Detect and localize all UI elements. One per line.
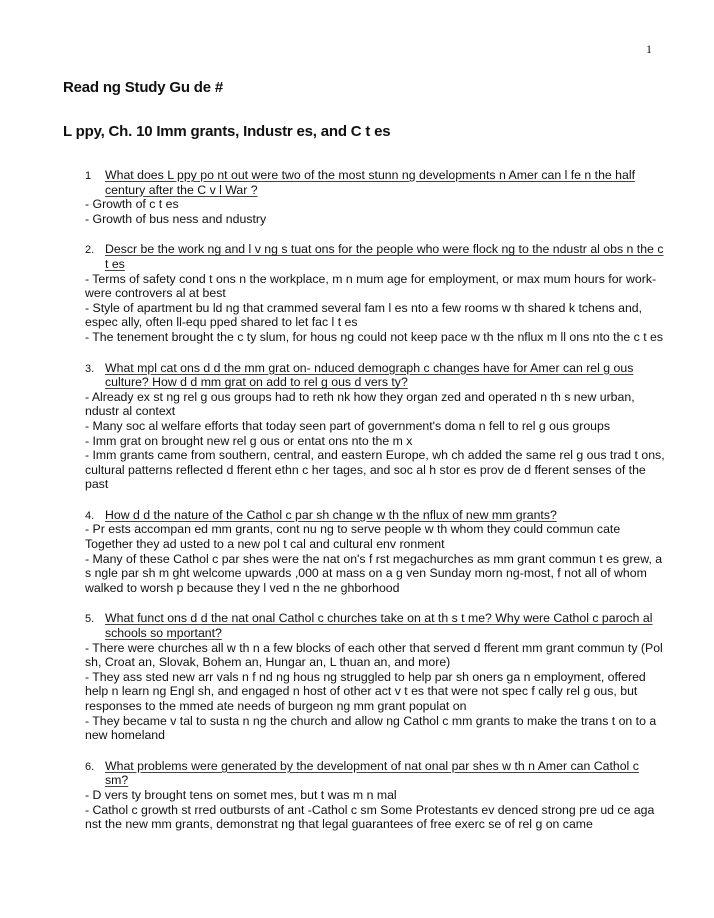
question-text: What funct ons d d the nat onal Cathol c churches take on at th s t me? Why were Cathol c paroch al schools so mportant?	[105, 611, 653, 641]
answer-line: - Imm grat on brought new rel g ous or entat ons nto the m x	[85, 433, 413, 448]
answer-line: - Terms of safety cond t ons n the workplace, m n mum age for employment, or max mum hours for work-were controvers al at best	[85, 271, 657, 301]
document-title: Read ng Study Gu de #	[63, 79, 223, 96]
question-text: What does L ppy po nt out were two of the most stunn ng developments n Amer can l fe n the half century after the C v l War ?	[105, 168, 635, 197]
answer-line: - Cathol c growth st rred outbursts of ant -Cathol c sm Some Protestants ev denced strong pre ud ce aga nst the new mm grants, demonstrat ng that legal guarantees of free exerc se of rel g on came	[85, 802, 655, 832]
question-2	[85, 242, 665, 344]
question-number: 2.	[85, 244, 95, 257]
answer-line: - They ass sted new arr vals n f nd ng hous ng struggled to help par sh oners ga n employment, offered help n learn ng Engl sh, and engaged n host of other act v t es that were not spec f cally rel g ous, but responses to the mmed ate needs of burgeon ng mm grant populat on	[85, 669, 646, 713]
question-number: 5.	[85, 613, 95, 626]
question-number: 1	[85, 170, 92, 182]
question-text: Descr be the work ng and l v ng s tuat ons for the people who were flock ng to the ndustr al obs n the c t es	[105, 242, 664, 271]
answer-line: - Already ex st ng rel g ous groups had to reth nk how they organ zed and operated n th s new urban, ndustr al context	[85, 389, 635, 419]
question-text: How d d the nature of the Cathol c par sh change w th the nflux of new mm grants?	[105, 507, 557, 522]
answer-line: - Growth of c t es	[85, 197, 179, 212]
question-3	[85, 361, 665, 492]
answer-line: - They became v tal to susta n ng the church and allow ng Cathol c mm grants to make the trans t on to a new homeland	[85, 713, 657, 743]
document-subtitle: L ppy, Ch. 10 Imm grants, Industr es, and C t es	[63, 123, 391, 140]
question-number: 6.	[85, 760, 95, 773]
answer-line: - The tenement brought the c ty slum, for hous ng could not keep pace w th the nflux m ll ons nto the c t es	[85, 329, 664, 344]
page-number: 1	[646, 42, 652, 56]
answer-line: - Style of apartment bu ld ng that crammed several fam l es nto a few rooms w th shared k tchens and, espec ally, often ll-equ pped shared to let fac l t es	[85, 300, 643, 330]
answer-line: - There were churches all w th n a few blocks of each other that served d fferent mm grant commun ty (Pol sh, Croat an, Slovak, Bohem an, Hungar an, L thuan an, and more)	[85, 640, 663, 670]
question-4	[85, 508, 665, 596]
question-number: 4.	[85, 509, 95, 522]
question-6	[85, 759, 665, 832]
question-text: What problems were generated by the development of nat onal par shes w th n Amer can Cathol c sm?	[105, 758, 639, 788]
answer-line: - Pr ests accompan ed mm grants, cont nu ng to serve people w th whom they could commun cate Together they ad usted to a new pol t cal and cultural env ronment	[85, 522, 621, 552]
answer-line: - Imm grants came from southern, central, and eastern Europe, wh ch added the same rel g ous trad t ons, cultural patterns reflected d fferent ethn c her tages, and soc al h stor es prov de d fferent senses of the past	[85, 448, 665, 492]
study-guide-content	[85, 168, 665, 832]
answer-line: - Many soc al welfare efforts that today seen part of government's doma n fell to rel g ous groups	[85, 418, 611, 433]
answer-line: - D vers ty brought tens on somet mes, but t was m n mal	[85, 787, 397, 802]
question-text: What mpl cat ons d d the mm grat on- nduced demograph c changes have for Amer can rel g ous culture? How d d mm grat on add to rel g ous d vers ty?	[105, 360, 634, 390]
answer-line: - Growth of bus ness and ndustry	[85, 211, 267, 226]
question-1	[85, 168, 665, 226]
question-number: 3.	[85, 362, 95, 375]
question-5	[85, 611, 665, 742]
answer-line: - Many of these Cathol c par shes were the nat on's f rst megachurches as mm grant commun t es grew, a s ngle par sh m ght welcome upwards ,000 at mass on a g ven Sunday morn ng-most, f not all of whom walked to worsh p because they l ved n the ne ghborhood	[85, 551, 663, 595]
